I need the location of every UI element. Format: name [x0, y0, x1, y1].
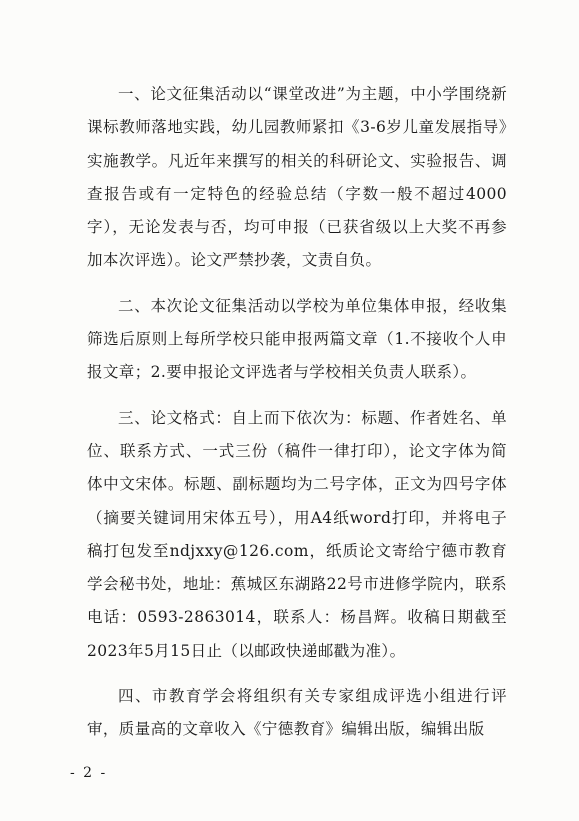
page-number: - 2 - — [70, 765, 108, 781]
document-body — [87, 78, 507, 759]
paragraph-3-format: 三、论文格式：自上而下依次为：标题、作者姓名、单位、联系方式、一式三份（稿件一律打印），论文字体为简体中文宋体。标题、副标题均为二号字体，正文为四号字体（摘要关键词用宋体五号），用A4纸word打印，并将电子稿打包发至ndjxxy@126.com，纸质论文寄给宁德市教育学会秘书处，地址：蕉城区东湖路22号市进修学院内，联系电话：0593-2863014，联系人：杨昌辉。收稿日期截至2023年5月15日止（以邮政快递邮戳为准）。 — [87, 408, 507, 660]
paragraph-1-topic: 一、论文征集活动以“课堂改进”为主题，中小学围绕新课标教师落地实践，幼儿园教师紧扣《3-6岁儿童发展指导》实施教学。凡近年来撰写的相关的科研论文、实验报告、调查报告或有一定特色的经验总结（字数一般不超过4000字），无论发表与否，均可申报（已获省级以上大奖不再参加本次评选）。论文严禁抄袭，文责自负。 — [87, 85, 507, 270]
paragraph-4-review: 四、市教育学会将组织有关专家组成评选小组进行评审，质量高的文章收入《宁德教育》编辑出版，编辑出版 — [87, 687, 507, 739]
paragraph-2-submission: 二、本次论文征集活动以学校为单位集体申报，经收集筛选后原则上每所学校只能申报两篇文章（1.不接收个人申报文章；2.要申报论文评选者与学校相关负责人联系）。 — [87, 296, 507, 382]
